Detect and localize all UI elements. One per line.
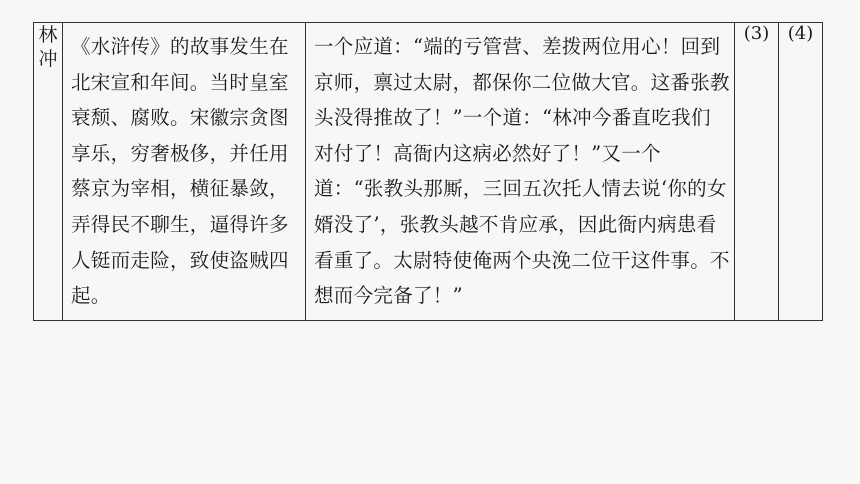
character-name-cell xyxy=(34,23,63,321)
table-row xyxy=(34,23,823,321)
answer-4-label: (4) xyxy=(787,23,814,44)
content-table xyxy=(33,22,823,321)
answer-3-label: (3) xyxy=(743,23,770,44)
excerpt-text: 一个应道：“端的亏管营、差拨两位用心！回到京师，禀过太尉，都保你二位做大官。这番张教头没得推故了！”一个道：“林冲今番直吃我们对付了！高衙内这病必然好了！”又一个道：“张教头那厮，三回五次托人情去说‘你的女婿没了’，张教头越不肯应承，因此衙内病患看看重了。太尉特使俺两个央浼二位干这件事。不想而今完备了！” xyxy=(314,35,730,308)
background-cell xyxy=(63,23,306,321)
excerpt-cell xyxy=(306,23,735,321)
content-table-wrapper xyxy=(33,22,823,321)
answer-4-cell xyxy=(779,23,823,321)
background-text: 《水浒传》的故事发生在北宋宣和年间。当时皇室衰颓、腐败。宋徽宗贪图享乐，穷奢极侈，并任用蔡京为宰相，横征暴敛，弄得民不聊生，逼得许多人铤而走险，致使盗贼四起。 xyxy=(71,35,289,308)
answer-3-cell xyxy=(735,23,779,321)
character-name: 林冲 xyxy=(38,24,58,70)
